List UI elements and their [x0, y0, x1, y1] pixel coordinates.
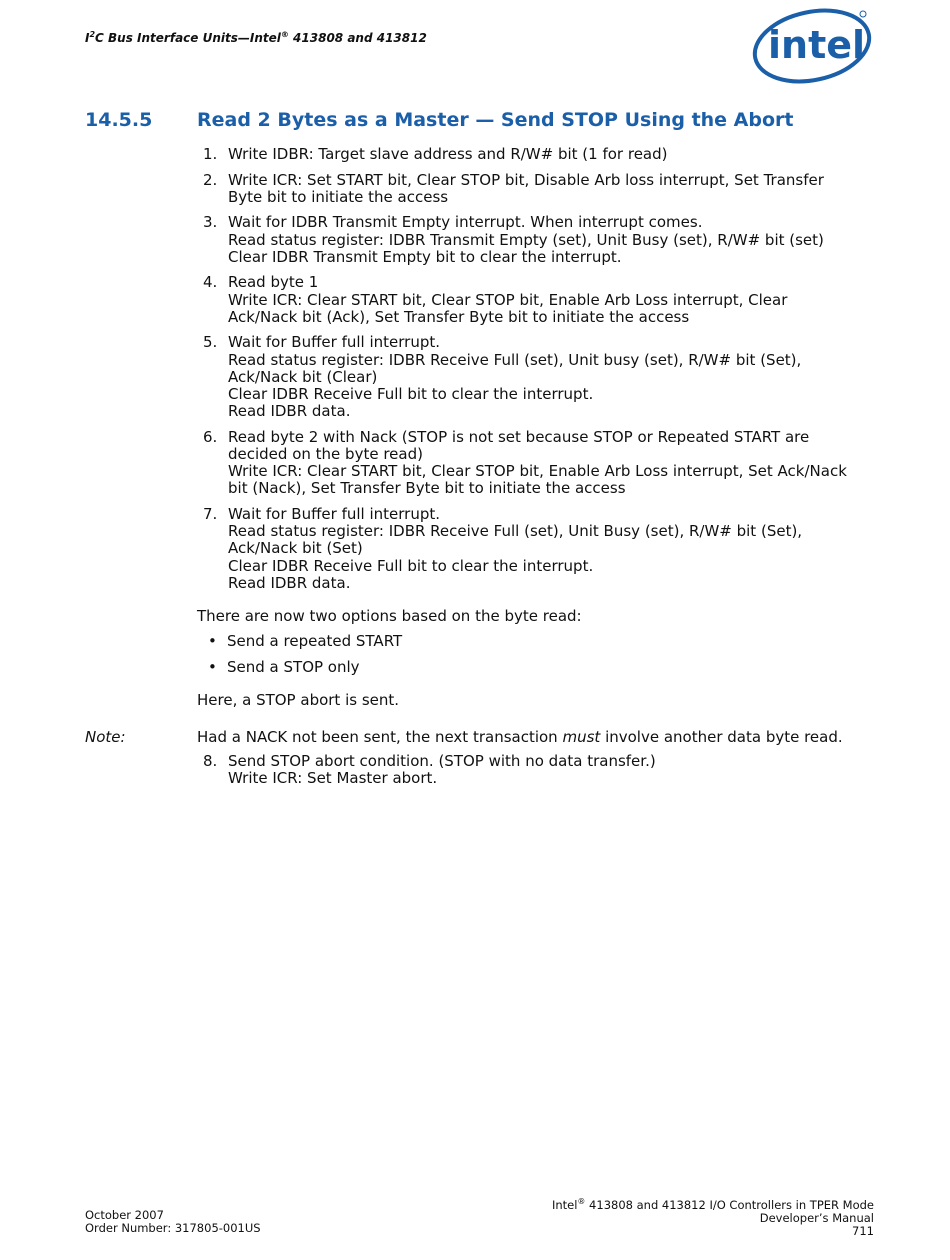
step-number: 3. [203, 213, 218, 232]
step-number: 6. [203, 427, 218, 446]
step-line: Write ICR: Set Master abort. [228, 769, 438, 788]
list-item [197, 172, 887, 206]
step-line: Read IDBR data. [228, 573, 351, 592]
step-line: Write ICR: Set START bit, Clear STOP bit, Disable Arb loss interrupt, Set Transfer [228, 170, 824, 189]
options-intro: There are now two options based on the byte read: [197, 607, 582, 625]
step-line: Clear IDBR Receive Full bit to clear the interrupt. [228, 556, 594, 575]
step-line: Wait for IDBR Transmit Empty interrupt. When interrupt comes. [228, 213, 703, 232]
list-item [197, 429, 887, 498]
list-item [197, 214, 887, 266]
header-title-reg: ® [280, 30, 289, 39]
step-line: Ack/Nack bit (Set) [228, 539, 363, 558]
note-text [197, 728, 843, 746]
step-number: 2. [203, 170, 218, 189]
step-line: Read status register: IDBR Receive Full (set), Unit Busy (set), R/W# bit (Set), [228, 522, 803, 541]
section-heading [85, 109, 794, 131]
header-title-mid: C Bus Interface Units—Intel [95, 31, 281, 45]
footer-product-suffix: 413808 and 413812 I/O Controllers in TPER Mode [585, 1197, 874, 1212]
footer-product-reg: ® [577, 1197, 586, 1206]
step-number: 4. [203, 273, 218, 292]
step-line: Byte bit to initiate the access [228, 187, 449, 206]
logo-text: intel [768, 23, 866, 67]
running-header [85, 30, 427, 45]
option-text: Send a repeated START [227, 632, 403, 650]
list-item [197, 659, 402, 676]
footer-left [85, 1209, 261, 1235]
step-number: 8. [203, 752, 218, 770]
list-item [197, 146, 887, 163]
section-number: 14.5.5 [85, 109, 153, 131]
step-number: 5. [203, 333, 218, 352]
step-line: Clear IDBR Transmit Empty bit to clear the interrupt. [228, 247, 622, 266]
abort-sentence: Here, a STOP abort is sent. [197, 691, 400, 709]
step-line: Read IDBR data. [228, 402, 351, 421]
step-line: Read byte 1 [228, 273, 319, 292]
list-item [197, 633, 402, 650]
note-text-after: involve another data byte read. [600, 728, 843, 746]
step-line: Wait for Buffer full interrupt. [228, 505, 440, 523]
header-title-sup: 2 [89, 30, 96, 39]
footer-date: October 2007 [85, 1208, 164, 1222]
step-line: decided on the byte read) [228, 445, 423, 463]
step-line: bit (Nack), Set Transfer Byte bit to initiate the access [228, 479, 626, 498]
step-line: Wait for Buffer full interrupt. [228, 333, 440, 352]
step-line: Write IDBR: Target slave address and R/W# bit (1 for read) [228, 145, 668, 163]
step-line: Ack/Nack bit (Ack), Set Transfer Byte bit to initiate the access [228, 307, 690, 326]
list-item [197, 506, 887, 592]
options-list [197, 633, 402, 685]
note-emphasis: must [562, 728, 601, 746]
step-line: Clear IDBR Receive Full bit to clear the interrupt. [228, 385, 594, 403]
page-number: 711 [852, 1223, 874, 1238]
step-line: Read byte 2 with Nack (STOP is not set because STOP or Repeated START are [228, 427, 810, 446]
section-title: Read 2 Bytes as a Master — Send STOP Using the Abort [197, 109, 794, 131]
note-label: Note: [85, 728, 126, 746]
option-text: Send a STOP only [227, 658, 360, 676]
bullet-icon: • [208, 658, 217, 676]
step-line: Write ICR: Clear START bit, Clear STOP bit, Enable Arb Loss interrupt, Clear [228, 290, 788, 309]
step-line: Send STOP abort condition. (STOP with no data transfer.) [228, 752, 656, 770]
step-number: 1. [203, 145, 218, 163]
header-title-prefix: I [85, 31, 90, 45]
note-text-before: Had a NACK not been sent, the next transaction [197, 728, 563, 746]
step-line: Read status register: IDBR Transmit Empty (set), Unit Busy (set), R/W# bit (set) [228, 230, 824, 249]
step-number: 7. [203, 505, 218, 523]
footer-product-prefix: Intel [551, 1197, 578, 1212]
bullet-icon: • [208, 632, 217, 650]
list-item [197, 334, 887, 420]
procedure-steps [197, 146, 887, 600]
footer-product [552, 1195, 874, 1212]
procedure-step-8 [197, 753, 887, 796]
list-item [197, 274, 887, 326]
list-item [197, 753, 887, 787]
step-line: Ack/Nack bit (Clear) [228, 367, 378, 386]
footer-manual: Developer’s Manual [759, 1210, 874, 1225]
footer-right [552, 1195, 874, 1238]
intel-logo-icon [748, 2, 876, 88]
footer-order-number: Order Number: 317805-001US [85, 1221, 261, 1235]
step-line: Read status register: IDBR Receive Full (set), Unit busy (set), R/W# bit (Set), [228, 350, 802, 369]
step-line: Write ICR: Clear START bit, Clear STOP bit, Enable Arb Loss interrupt, Set Ack/Nack [228, 462, 847, 481]
header-title-suffix: 413808 and 413812 [288, 31, 427, 45]
